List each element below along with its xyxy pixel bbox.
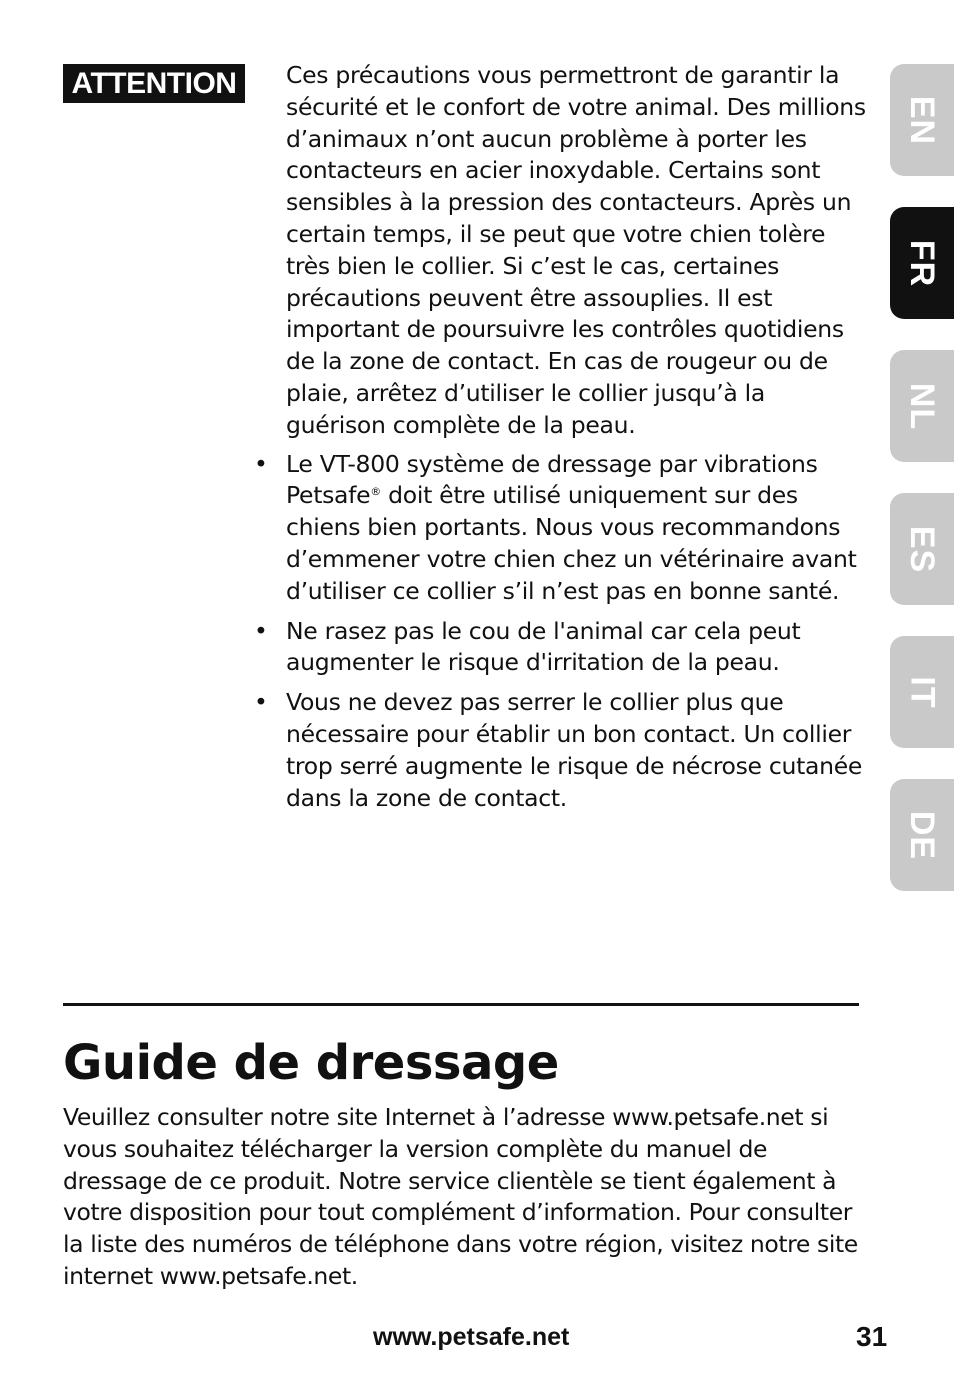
bullet-text: doit être utilisé uniquement sur des chiens bien portants. Nous vous recommandons d’emmener votre chien chez un vétérinaire avant d’utiliser ce collier s’il n’est pas en bonne santé. [286, 481, 857, 605]
list-item [254, 449, 866, 608]
section-divider [63, 1003, 859, 1006]
precautions-column [254, 60, 866, 822]
tab-label: ES [903, 525, 942, 573]
bullet-icon: • [254, 449, 268, 478]
tab-label: FR [903, 239, 942, 287]
tab-de[interactable] [890, 779, 954, 891]
tab-nl[interactable] [890, 350, 954, 462]
list-item [254, 616, 866, 680]
tab-es[interactable] [890, 493, 954, 605]
tab-label: IT [903, 675, 942, 709]
section-body: Veuillez consulter notre site Internet à l’adresse www.petsafe.net si vous souhaitez télécharger la version complète du manuel de dressage de ce produit. Notre service clientèle se tient également à votre disposition pour tout complément d’information. Pour consulter la liste des numéros de téléphone dans votre région, visitez notre site internet www.petsafe.net. [63, 1103, 858, 1290]
registered-mark: ® [370, 485, 381, 499]
bullet-text: Vous ne devez pas serrer le collier plus que nécessaire pour établir un bon contact. Un collier trop serré augmente le risque de nécrose cutanée dans la zone de contact. [286, 688, 863, 812]
footer-url[interactable]: www.petsafe.net [373, 1323, 570, 1351]
attention-label: ATTENTION [63, 64, 245, 103]
tab-label: DE [903, 810, 942, 860]
page-number: 31 [856, 1321, 888, 1352]
bullet-icon: • [254, 616, 268, 645]
tab-it[interactable] [890, 636, 954, 748]
bullet-text: Le VT-800 système de dressage par vibrations Petsafe [286, 449, 818, 510]
tab-fr[interactable] [890, 207, 954, 319]
bullet-text: Ne rasez pas le cou de l'animal car cela peut augmenter le risque d'irritation de la peau. [286, 616, 801, 677]
precautions-list [254, 449, 866, 815]
tab-en[interactable] [890, 64, 954, 176]
precautions-intro: Ces précautions vous permettront de garantir la sécurité et le confort de votre animal. Des millions d’animaux n’ont aucun problème à porter les contacteurs en acier inoxydable. Certains sont sensibles à la pression des contacteurs. Après un certain temps, il se peut que votre chien tolère très bien le collier. Si c’est le cas, certaines précautions peuvent être assouplies. Il est important de poursuivre les contrôles quotidiens de la zone de contact. En cas de rougeur ou de plaie, arrêtez d’utiliser le collier jusqu’à la guérison complète de la peau. [286, 61, 866, 439]
list-item [254, 687, 866, 814]
bullet-icon: • [254, 688, 268, 717]
tab-label: NL [903, 382, 942, 430]
tab-label: EN [903, 95, 942, 145]
section-title: Guide de dressage [63, 1035, 559, 1091]
